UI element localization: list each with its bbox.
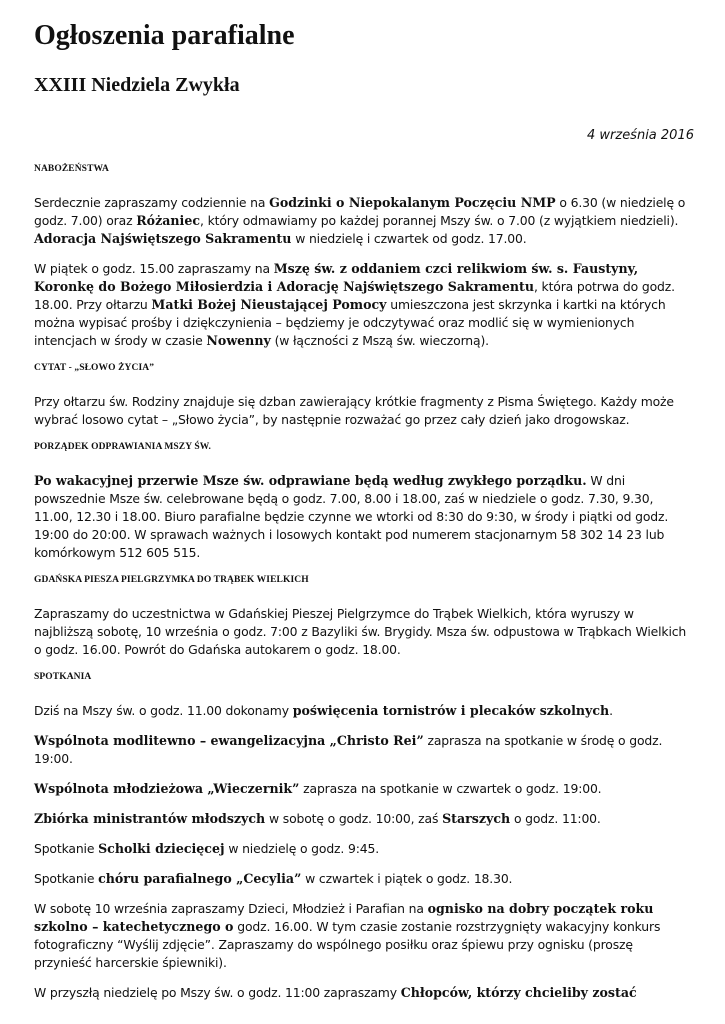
- text-run: Spotkanie: [34, 841, 99, 856]
- announcement-paragraph: [34, 732, 694, 768]
- text-run: Dziś na Mszy św. o godz. 11.00 dokonamy: [34, 703, 293, 718]
- text-run: w sobotę o godz. 10:00, zaś: [265, 811, 443, 826]
- text-run: o godz. 11:00.: [510, 811, 601, 826]
- announcement-section: [34, 441, 694, 562]
- announcement-sections: [34, 163, 694, 1014]
- announcement-paragraph: [34, 810, 694, 828]
- text-run: W przyszłą niedzielę po Mszy św. o godz. 11:00 zapraszamy: [34, 985, 401, 1000]
- announcement-section: [34, 671, 694, 1002]
- bold-text: chóru parafialnego „Cecylia”: [98, 871, 302, 886]
- text-run: umieszczona jest skrzynka i kartki na których można wypisać prośby i dziękczynienia – będziemy je odczytywać oraz modlić się w wymienionych intencjach w środy w czasie: [34, 297, 666, 348]
- text-run: o 6.30 (w niedzielę o godz. 7.00) oraz: [34, 195, 686, 228]
- text-run: W sobotę 10 września zapraszamy Dzieci, Młodzież i Parafian na: [34, 901, 428, 916]
- text-run: W dni powszednie Msze św. celebrowane będą o godz. 7.00, 8.00 i 18.00, zaś w niedziele o godz. 7.30, 9.30, 11.00, 12.30 i 18.00. Biuro parafialne będzie czynne we wtorki od 8:30 do 9:30, w środy i piątki od godz. 19:00 do 20:00. W sprawach ważnych i losowych kontakt pod numerem stacjonarnym 58 302 14 23 lub komórkowym 512 605 515.: [34, 473, 669, 560]
- announcement-paragraph: [34, 702, 694, 720]
- bold-text: poświęcenia tornistrów i plecaków szkolnych: [292, 703, 610, 718]
- text-run: W piątek o godz. 15.00 zapraszamy na: [34, 261, 274, 276]
- bold-text: Chłopców, którzy chcieliby zostać: [400, 985, 637, 1000]
- bold-text: Zbiórka ministrantów młodszych: [34, 811, 266, 826]
- announcement-paragraph: [34, 900, 694, 972]
- bold-text: Starszych: [442, 811, 511, 826]
- text-run: (w łączności z Mszą św. wieczorną).: [270, 333, 489, 348]
- announcement-paragraph: [34, 260, 694, 350]
- announcement-paragraph: [34, 984, 694, 1002]
- text-run: zaprasza na spotkanie w czwartek o godz. 19:00.: [299, 781, 602, 796]
- section-heading: GDAŃSKA PIESZA PIELGRZYMKA DO TRĄBEK WIELKICH: [34, 575, 309, 585]
- bold-text: Po wakacyjnej przerwie Msze św. odprawiane będą według zwykłego porządku.: [34, 473, 587, 488]
- page-subtitle: XXIII Niedziela Zwykła: [34, 74, 240, 96]
- bold-text: Nowenny: [206, 333, 271, 348]
- bold-text: Scholki dziecięcej: [98, 841, 225, 856]
- announcement-date: 4 września 2016: [586, 128, 694, 143]
- announcement-paragraph: [34, 870, 694, 888]
- bold-text: Różaniec: [136, 213, 201, 228]
- section-heading: PORZĄDEK ODPRAWIANIA MSZY ŚW.: [34, 442, 211, 452]
- section-heading: NABOŻEŃSTWA: [34, 164, 110, 174]
- section-heading: CYTAT - „SŁOWO ŻYCIA”: [34, 363, 155, 373]
- text-run: zaprasza na spotkanie w środę o godz. 19:00.: [34, 733, 663, 766]
- text-run: Przy ołtarzu św. Rodziny znajduje się dzban zawierający krótkie fragmenty z Pisma Świętego. Każdy może wybrać losowo cytat – „Słowo życia”, by następnie rozważać go przez cały dzień jako drogowskaz.: [34, 394, 674, 427]
- bold-text: Mszę św. z oddaniem czci relikwiom św. s. Faustyny, Koronkę do Bożego Miłosierdzia i Adorację Najświętszego Sakramentu: [34, 261, 639, 294]
- announcement-paragraph: [34, 393, 694, 429]
- announcement-section: [34, 574, 694, 659]
- bold-text: Adoracja Najświętszego Sakramentu: [34, 231, 292, 246]
- page-title: Ogłoszenia parafialne: [34, 20, 295, 51]
- text-run: Zapraszamy do uczestnictwa w Gdańskiej Pieszej Pielgrzymce do Trąbek Wielkich, która wyruszy w najbliższą sobotę, 10 września o godz. 7:00 z Bazyliki św. Brygidy. Msza św. odpustowa w Trąbkach Wielkich o godz. 16.00. Powrót do Gdańska autokarem o godz. 18.00.: [34, 606, 687, 657]
- text-run: , która potrwa do godz. 18.00. Przy ołtarzu: [34, 279, 675, 312]
- announcement-paragraph: [34, 780, 694, 798]
- text-run: w czwartek i piątek o godz. 18.30.: [301, 871, 513, 886]
- text-run: .: [609, 703, 613, 718]
- bold-text: Wspólnota młodzieżowa „Wieczernik”: [34, 781, 300, 796]
- text-run: Serdecznie zapraszamy codziennie na: [34, 195, 270, 210]
- announcement-paragraph: [34, 472, 694, 562]
- announcement-section: [34, 163, 694, 350]
- announcement-section: [34, 362, 694, 429]
- bold-text: Wspólnota modlitewno – ewangelizacyjna „Christo Rei”: [34, 733, 424, 748]
- announcement-paragraph: [34, 194, 694, 248]
- section-heading: SPOTKANIA: [34, 672, 92, 682]
- text-run: godz. 16.00. W tym czasie zostanie rozstrzygnięty wakacyjny konkurs fotograficzny “Wyślij zdjęcie”. Zapraszamy do wspólnego posiłku oraz śpiewu przy ognisku (proszę przynieść harcerskie śpiewniki).: [34, 919, 661, 970]
- text-run: w niedzielę i czwartek od godz. 17.00.: [291, 231, 527, 246]
- bold-text: Godzinki o Niepokalanym Poczęciu NMP: [269, 195, 556, 210]
- text-run: Spotkanie: [34, 871, 99, 886]
- announcement-paragraph: [34, 840, 694, 858]
- bold-text: ognisko na dobry początek roku szkolno – katechetycznego o: [34, 901, 654, 934]
- announcement-paragraph: [34, 605, 694, 659]
- bold-text: Matki Bożej Nieustającej Pomocy: [151, 297, 387, 312]
- text-run: , który odmawiamy po każdej porannej Mszy św. o 7.00 (z wyjątkiem niedzieli).: [200, 213, 679, 228]
- text-run: w niedzielę o godz. 9:45.: [224, 841, 379, 856]
